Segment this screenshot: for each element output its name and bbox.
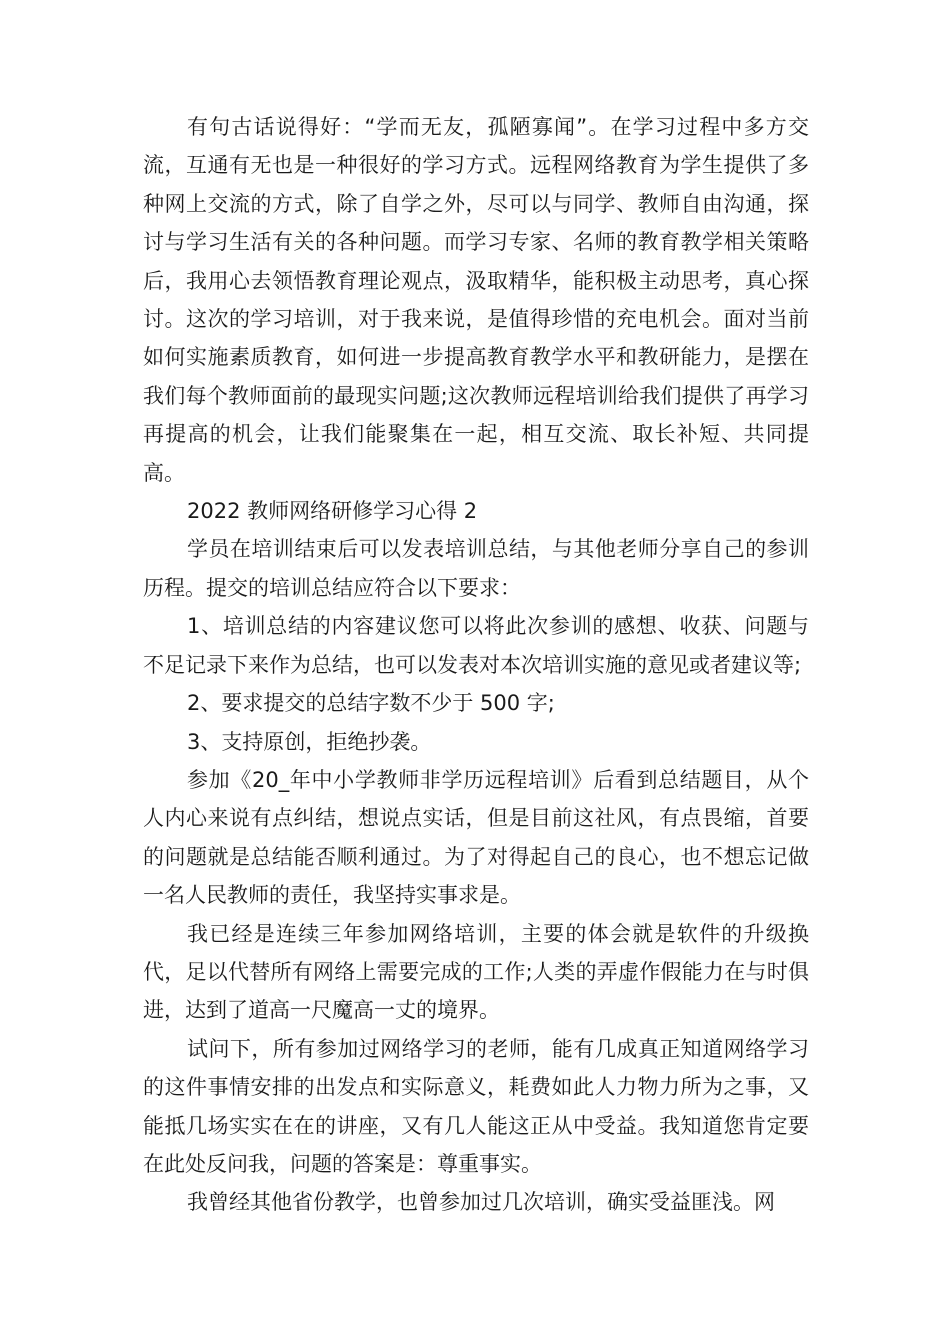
paragraph-experience: 我已经是连续三年参加网络培训，主要的体会就是软件的升级换代，足以代替所有网络上需要完成的工作;人类的弄虚作假能力在与时俱进，达到了道高一尺魔高一丈的境界。 xyxy=(143,921,809,1023)
paragraph-closing: 我曾经其他省份教学，也曾参加过几次培训，确实受益匪浅。网 xyxy=(187,1190,775,1215)
paragraph-requirements: 学员在培训结束后可以发表培训总结，与其他老师分享自己的参训历程。提交的培训总结应符合以下要求： xyxy=(143,537,809,600)
paragraph-participation: 参加《20_年中小学教师非学历远程培训》后看到总结题目，从个人内心来说有点纠结，想说点实话，但是目前这社风，有点畏缩，首要的问题就是总结能否顺利通过。为了对得起自己的良心，也不想忘记做一名人民教师的责任，我坚持实事求是。 xyxy=(143,767,809,908)
requirement-item-2: 2、要求提交的总结字数不少于 500 字; xyxy=(187,691,555,716)
document-body xyxy=(143,108,809,1222)
requirement-item-1: 1、培训总结的内容建议您可以将此次参训的感想、收获、问题与不足记录下来作为总结，也可以发表对本次培训实施的意见或者建议等; xyxy=(143,614,809,677)
section-heading: 2022 教师网络研修学习心得 2 xyxy=(187,499,478,524)
paragraph-intro: 有句古话说得好：“学而无友，孤陋寡闻”。在学习过程中多方交流，互通有无也是一种很好的学习方式。远程网络教育为学生提供了多种网上交流的方式，除了自学之外，尽可以与同学、教师自由沟通，探讨与学习生活有关的各种问题。而学习专家、名师的教育教学相关策略后，我用心去领悟教育理论观点，汲取精华，能积极主动思考，真心探讨。这次的学习培训，对于我来说，是值得珍惜的充电机会。面对当前如何实施素质教育，如何进一步提高教育教学水平和教研能力，是摆在我们每个教师面前的最现实问题;这次教师远程培训给我们提供了再学习再提高的机会，让我们能聚集在一起，相互交流、取长补短、共同提高。 xyxy=(143,115,809,485)
requirement-item-3: 3、支持原创，拒绝抄袭。 xyxy=(187,729,432,754)
paragraph-question: 试问下，所有参加过网络学习的老师，能有几成真正知道网络学习的这件事情安排的出发点和实际意义，耗费如此人力物力所为之事，又能抵几场实实在在的讲座，又有几人能这正从中受益。我知道您肯定要在此处反问我，问题的答案是：尊重事实。 xyxy=(143,1036,809,1176)
